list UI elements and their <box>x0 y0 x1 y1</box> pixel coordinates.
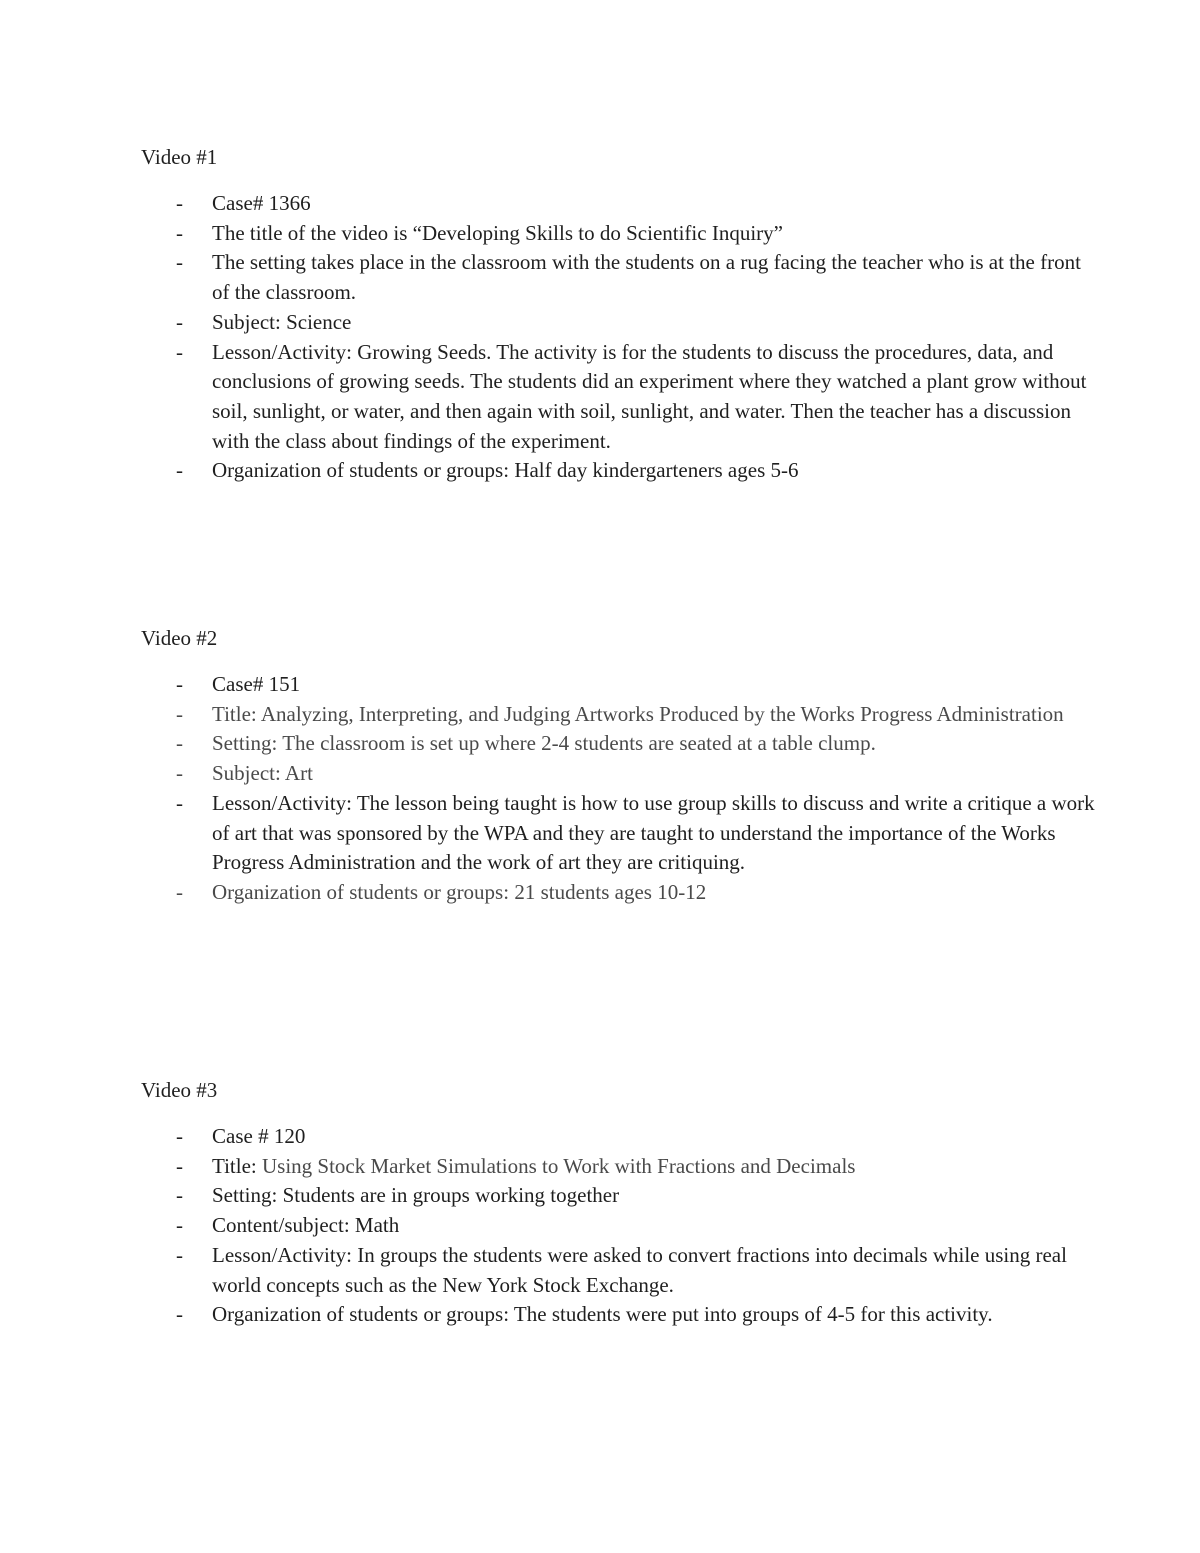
list-item <box>141 248 1101 307</box>
item-text: Setting: Students are in groups working together <box>212 1183 620 1208</box>
section-heading: Video #1 <box>141 145 218 169</box>
item-text: Setting: The classroom is set up where 2-4 students are seated at a table clump. <box>212 731 876 756</box>
item-text: Organization of students or groups: Half day kindergarteners ages 5-6 <box>212 458 799 483</box>
list-item <box>141 729 1101 759</box>
dash-bullet: - <box>176 761 183 786</box>
dash-bullet: - <box>176 672 183 696</box>
list-item <box>141 189 1101 219</box>
dash-bullet: - <box>176 191 183 215</box>
dash-bullet: - <box>176 1124 183 1148</box>
bullet-list <box>141 1122 1101 1330</box>
bullet-list <box>141 670 1101 908</box>
dash-bullet: - <box>176 458 183 483</box>
video-1-section <box>141 142 1101 486</box>
item-text: The setting takes place in the classroom with the students on a rug facing the teacher who is at the front of the classroom. <box>212 250 1081 305</box>
item-text: Content/subject: Math <box>212 1213 400 1238</box>
dash-bullet: - <box>176 701 183 726</box>
item-text: Case# 1366 <box>212 191 311 215</box>
list-item <box>141 700 1101 730</box>
item-text: Case # 120 <box>212 1124 306 1148</box>
item-text: Lesson/Activity: In groups the students were asked to convert fractions into decimals while using real world concepts such as the New York Stock Exchange. <box>212 1242 1067 1297</box>
list-item <box>141 1152 1101 1182</box>
dash-bullet: - <box>176 250 183 275</box>
bullet-list <box>141 189 1101 486</box>
item-text: Organization of students or groups: The students were put into groups of 4-5 for this activity. <box>212 1302 993 1327</box>
list-item <box>141 338 1101 457</box>
dash-bullet: - <box>176 1302 183 1327</box>
list-item <box>141 1181 1101 1211</box>
item-text: Case# 151 <box>212 672 301 696</box>
list-item <box>141 1241 1101 1300</box>
section-heading: Video #3 <box>141 1078 218 1102</box>
list-item <box>141 1211 1101 1241</box>
list-item <box>141 878 1101 908</box>
item-text: Title: <box>212 1153 257 1178</box>
list-item <box>141 789 1101 878</box>
item-title-text: Using Stock Market Simulations to Work with Fractions and Decimals <box>262 1153 856 1178</box>
list-item <box>141 670 1101 700</box>
list-item <box>141 456 1101 486</box>
dash-bullet: - <box>176 731 183 756</box>
dash-bullet: - <box>176 339 183 364</box>
item-text: Subject: Art <box>212 761 313 786</box>
dash-bullet: - <box>176 309 183 334</box>
dash-bullet: - <box>176 1153 183 1178</box>
item-text: The title of the video is “Developing Skills to do Scientific Inquiry” <box>212 220 783 245</box>
section-heading: Video #2 <box>141 626 218 650</box>
list-item <box>141 219 1101 249</box>
video-3-section <box>141 1075 1101 1330</box>
item-text: Lesson/Activity: The lesson being taught is how to use group skills to discuss and write a critique a work of art that was sponsored by the WPA and they are taught to understand the importance of the Works Progress Administration and the work of art they are critiquing. <box>212 790 1095 875</box>
item-text: Organization of students or groups: 21 students ages 10-12 <box>212 879 707 904</box>
list-item <box>141 1122 1101 1152</box>
video-2-section <box>141 623 1101 908</box>
list-item <box>141 308 1101 338</box>
list-item <box>141 759 1101 789</box>
dash-bullet: - <box>176 220 183 245</box>
item-text: Title: Analyzing, Interpreting, and Judging Artworks Produced by the Works Progress Administration <box>212 701 1064 726</box>
dash-bullet: - <box>176 1213 183 1238</box>
list-item <box>141 1300 1101 1330</box>
dash-bullet: - <box>176 790 183 815</box>
dash-bullet: - <box>176 1242 183 1267</box>
dash-bullet: - <box>176 879 183 904</box>
item-text: Lesson/Activity: Growing Seeds. The activity is for the students to discuss the procedures, data, and conclusions of growing seeds. The students did an experiment where they watched a plant grow without soil, sunlight, or water, and then again with soil, sunlight, and water. Then the teacher has a discussion with the class about findings of the experiment. <box>212 339 1087 453</box>
dash-bullet: - <box>176 1183 183 1208</box>
item-text: Subject: Science <box>212 309 352 334</box>
